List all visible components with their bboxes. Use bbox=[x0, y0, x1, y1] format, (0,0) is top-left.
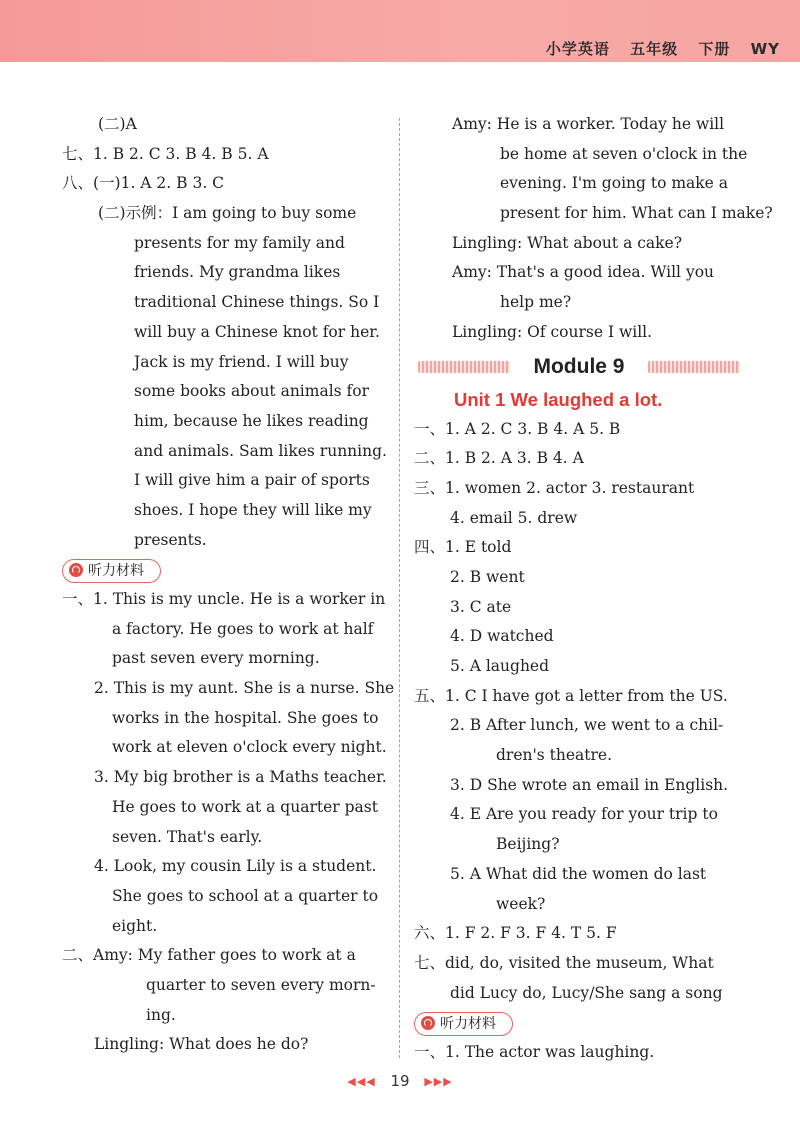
answer-line: some books about animals for bbox=[134, 382, 370, 401]
transcript-line: ing. bbox=[146, 1005, 176, 1024]
answer-line: presents for my family and bbox=[134, 233, 345, 252]
headphones-icon bbox=[421, 1016, 435, 1030]
answer-line: 4. D watched bbox=[450, 627, 554, 646]
transcript-line: seven. That's early. bbox=[112, 827, 263, 846]
answer-line: 2. B went bbox=[450, 567, 525, 586]
right-column bbox=[414, 110, 773, 1068]
transcript-line: a factory. He goes to work at half bbox=[112, 619, 374, 638]
answer-line: 六、1. F 2. F 3. F 4. T 5. F bbox=[414, 924, 617, 943]
answer-line: did Lucy do, Lucy/She sang a song bbox=[450, 983, 723, 1002]
transcript-line: Amy: That's a good idea. Will you bbox=[452, 263, 715, 282]
transcript-line: 2. This is my aunt. She is a nurse. She bbox=[94, 679, 395, 698]
answer-line: Beijing? bbox=[496, 835, 560, 854]
answer-line: shoes. I hope they will like my bbox=[134, 500, 372, 519]
answer-line: 八、(一)1. A 2. B 3. C bbox=[62, 174, 225, 193]
answer-line: 2. B After lunch, we went to a chil- bbox=[450, 716, 724, 735]
answer-line: week? bbox=[496, 894, 546, 913]
left-column bbox=[62, 110, 395, 1060]
unit-title: Unit 1 We laughed a lot. bbox=[454, 388, 663, 410]
header-grade: 五年级 bbox=[630, 40, 679, 58]
transcript-line: 二、Amy: My father goes to work at a bbox=[62, 946, 356, 965]
answer-line: presents. bbox=[134, 530, 207, 549]
answer-line: will buy a Chinese knot for her. bbox=[134, 322, 380, 341]
transcript-line: Lingling: What does he do? bbox=[94, 1035, 309, 1054]
answer-line: I will give him a pair of sports bbox=[134, 471, 370, 490]
transcript-line: 4. Look, my cousin Lily is a student. bbox=[94, 857, 377, 876]
page-footer bbox=[0, 1072, 800, 1090]
answer-line: 3. D She wrote an email in English. bbox=[450, 775, 729, 794]
transcript-line: help me? bbox=[500, 293, 572, 312]
answer-line: dren's theatre. bbox=[496, 746, 612, 765]
answer-line: 七、did, do, visited the museum, What bbox=[414, 953, 714, 972]
header-info bbox=[532, 38, 780, 59]
transcript-line: present for him. What can I make? bbox=[500, 204, 773, 223]
header-edition: WY bbox=[750, 40, 780, 58]
header-term: 下册 bbox=[698, 40, 731, 58]
answer-line: 5. A What did the women do last bbox=[450, 864, 707, 883]
transcript-line: 3. My big brother is a Maths teacher. bbox=[94, 768, 387, 787]
transcript-line: eight. bbox=[112, 916, 158, 935]
transcript-line: Lingling: Of course I will. bbox=[452, 322, 653, 341]
answer-line: (二)A bbox=[98, 115, 137, 133]
answer-line: traditional Chinese things. So I bbox=[134, 293, 380, 312]
answer-line: 二、1. B 2. A 3. B 4. A bbox=[414, 449, 584, 468]
answer-line: (二)示例：I am going to buy some bbox=[98, 204, 357, 223]
answer-line: 3. C ate bbox=[450, 597, 512, 616]
column-divider bbox=[399, 118, 400, 1058]
listening-material-tag bbox=[414, 1012, 513, 1036]
listening-material-label: 听力材料 bbox=[440, 1016, 496, 1033]
module-banner bbox=[414, 352, 744, 382]
next-arrows-icon: ▶▶▶ bbox=[424, 1075, 453, 1088]
answer-line: 一、1. A 2. C 3. B 4. A 5. B bbox=[414, 419, 621, 438]
listening-tag-row bbox=[414, 1008, 744, 1038]
listening-material-label: 听力材料 bbox=[88, 563, 144, 580]
header-subject: 小学英语 bbox=[545, 40, 610, 58]
answer-line: friends. My grandma likes bbox=[134, 263, 341, 282]
answer-line: him, because he likes reading bbox=[134, 411, 369, 430]
prev-arrows-icon: ◀◀◀ bbox=[347, 1075, 376, 1088]
transcript-line: Lingling: What about a cake? bbox=[452, 233, 683, 252]
page-header bbox=[0, 0, 800, 62]
answer-line: 三、1. women 2. actor 3. restaurant bbox=[414, 478, 695, 497]
module-banner-left-bar bbox=[418, 361, 510, 373]
transcript-line: 一、1. The actor was laughing. bbox=[414, 1042, 655, 1061]
answer-line: 4. E Are you ready for your trip to bbox=[450, 805, 718, 824]
transcript-line: work at eleven o'clock every night. bbox=[112, 738, 387, 757]
transcript-line: past seven every morning. bbox=[112, 649, 320, 668]
transcript-line: She goes to school at a quarter to bbox=[112, 886, 379, 905]
page-number: 19 bbox=[390, 1072, 410, 1090]
answer-line: Jack is my friend. I will buy bbox=[134, 352, 349, 371]
module-banner-right-bar bbox=[648, 361, 740, 373]
answer-line: 七、1. B 2. C 3. B 4. B 5. A bbox=[62, 144, 269, 163]
transcript-line: works in the hospital. She goes to bbox=[112, 708, 379, 727]
transcript-line: evening. I'm going to make a bbox=[500, 174, 729, 193]
transcript-line: Amy: He is a worker. Today he will bbox=[452, 115, 725, 133]
answer-line: 4. email 5. drew bbox=[450, 508, 578, 527]
answer-line: 5. A laughed bbox=[450, 657, 550, 675]
transcript-line: quarter to seven every morn- bbox=[146, 975, 376, 994]
transcript-line: He goes to work at a quarter past bbox=[112, 797, 378, 816]
answer-line: 五、1. C I have got a letter from the US. bbox=[414, 686, 728, 705]
headphones-icon bbox=[69, 563, 83, 577]
module-title: Module 9 bbox=[533, 354, 625, 378]
transcript-line: 一、1. This is my uncle. He is a worker in bbox=[62, 590, 386, 608]
listening-material-tag bbox=[62, 559, 161, 583]
transcript-line: be home at seven o'clock in the bbox=[500, 144, 748, 163]
listening-tag-row bbox=[62, 555, 392, 585]
answer-line: and animals. Sam likes running. bbox=[134, 441, 387, 460]
answer-line: 四、1. E told bbox=[414, 538, 512, 557]
